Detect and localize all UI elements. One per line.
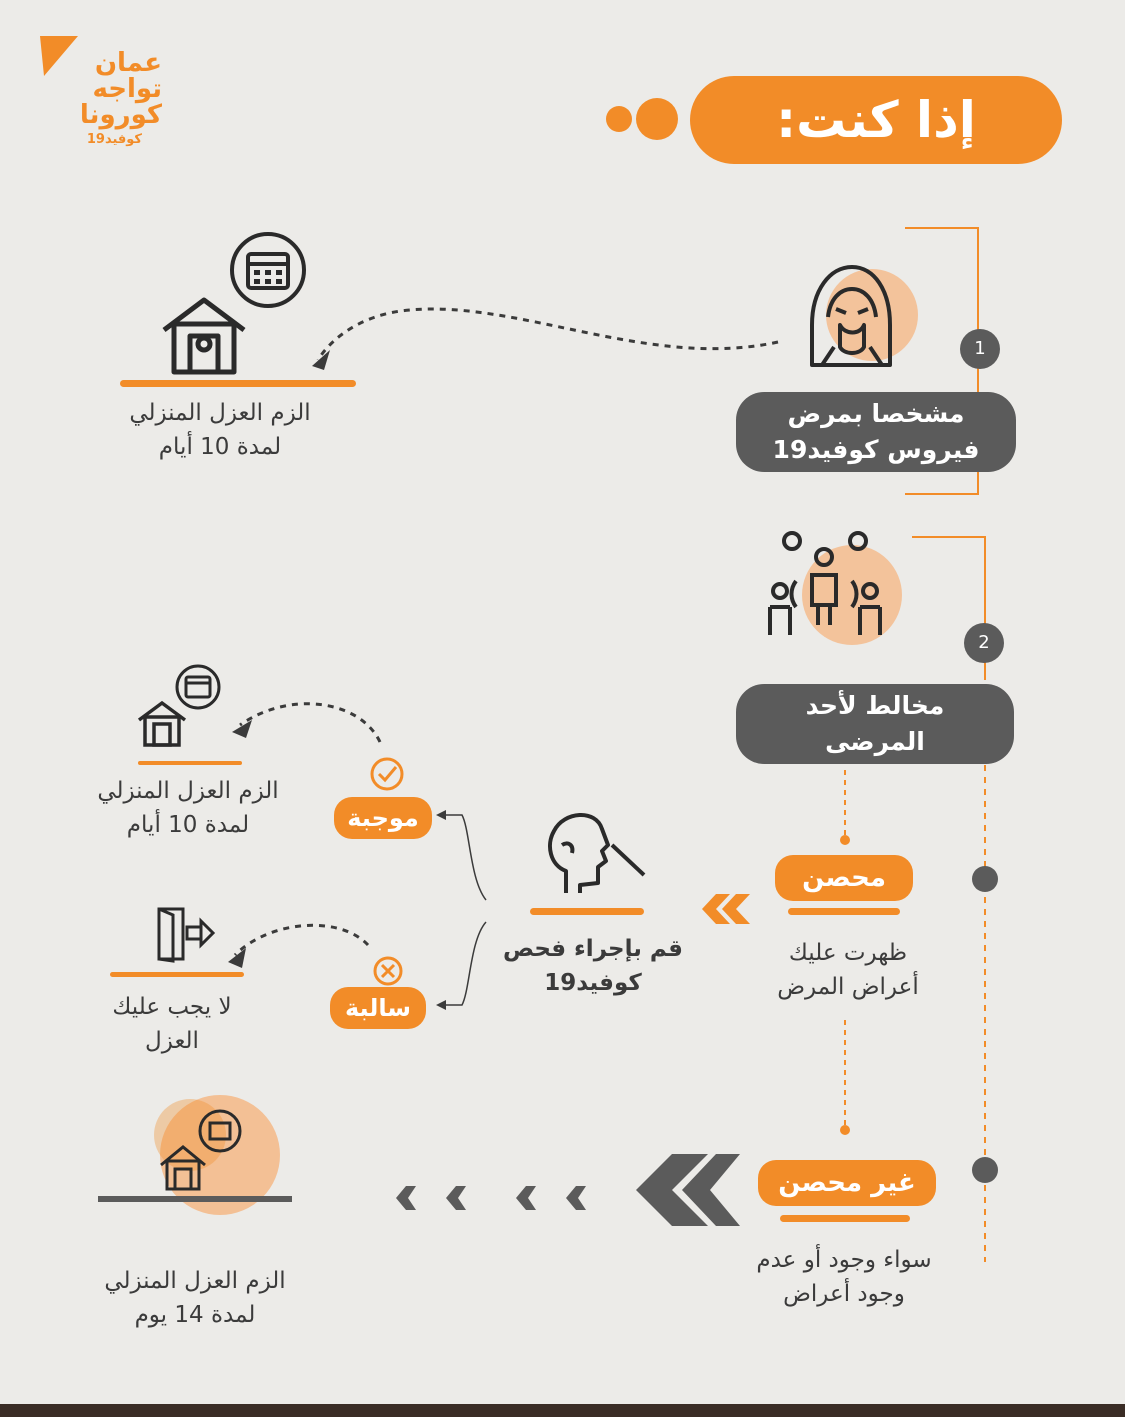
- logo-line2: تواجه: [92, 74, 162, 104]
- step1-result: [100, 396, 340, 464]
- step1-label-line2: فيروس كوفيد19: [772, 435, 980, 464]
- negative-result-line1: لا يجب عليك: [112, 994, 232, 1020]
- unvaccinated-desc-line1: سواء وجود أو عدم: [756, 1247, 932, 1273]
- step1-label: [736, 392, 1016, 472]
- step2-label: [736, 684, 1014, 764]
- negative-result: [92, 990, 252, 1058]
- unvaccinated-result-bar: [98, 1196, 292, 1202]
- step1-result-bar: [120, 380, 356, 387]
- unvaccinated-result: [80, 1264, 310, 1332]
- unvaccinated-result-line2: لمدة 14 يوم: [134, 1302, 256, 1328]
- x-circle-icon: [372, 955, 404, 987]
- contact-people-icon: [760, 525, 905, 650]
- house-icon-small: [136, 700, 188, 748]
- header-dot-large: [636, 98, 678, 140]
- header-dot-small: [606, 106, 632, 132]
- double-chevron-left-icon: [700, 892, 752, 926]
- step2-label-line2: المرضى: [825, 727, 925, 756]
- negative-label: سالبة: [330, 987, 426, 1029]
- logo-line3: كورونا: [79, 100, 162, 130]
- positive-result-bar: [138, 761, 242, 765]
- logo-mark-icon: [40, 36, 80, 80]
- test-line1: قم بإجراء فحص: [503, 936, 683, 962]
- logo-line4: كوفيد19: [86, 132, 142, 147]
- page-title: [690, 76, 1062, 164]
- bottom-strip: [0, 1404, 1125, 1417]
- vaccinated-desc: [748, 936, 948, 1004]
- chevrons-left-icon: [390, 1150, 740, 1230]
- positive-result-line1: الزم العزل المنزلي: [97, 778, 279, 804]
- vaccinated-bar: [788, 908, 900, 915]
- negative-result-line2: العزل: [145, 1028, 199, 1054]
- positive-result-line2: لمدة 10 أيام: [126, 812, 250, 838]
- step2-number: 2: [964, 623, 1004, 663]
- swab-test-icon: [540, 805, 650, 897]
- step1-result-line2: لمدة 10 أيام: [158, 434, 282, 460]
- step1-label-line1: مشخصا بمرض: [787, 399, 965, 428]
- test-bar: [530, 908, 644, 915]
- vaccinated-desc-line2: أعراض المرض: [777, 974, 919, 1000]
- unvaccinated-desc-line2: وجود أعراض: [783, 1281, 905, 1307]
- test-instruction: [488, 932, 698, 1000]
- test-line2: كوفيد19: [544, 970, 642, 996]
- step1-number: 1: [960, 329, 1000, 369]
- house-icon: [160, 296, 248, 376]
- page-title-text: إذا كنت:: [776, 91, 976, 149]
- unvaccinated-bar: [780, 1215, 910, 1222]
- step1-result-line1: الزم العزل المنزلي: [129, 400, 311, 426]
- timeline-dot-unvaccinated: [972, 1157, 998, 1183]
- logo-line1: عمان: [94, 48, 162, 78]
- step2-label-line1: مخالط لأحد: [805, 691, 945, 720]
- exit-door-icon: [155, 905, 217, 963]
- vaccinated-label: محصن: [775, 855, 913, 901]
- vaccinated-desc-line1: ظهرت عليك: [788, 940, 908, 966]
- timeline-dot-vaccinated: [972, 866, 998, 892]
- unvaccinated-result-line1: الزم العزل المنزلي: [104, 1268, 286, 1294]
- positive-label: موجبة: [334, 797, 432, 839]
- unvaccinated-desc: [724, 1243, 964, 1311]
- negative-result-bar: [110, 972, 244, 977]
- sick-person-icon: [800, 255, 925, 375]
- positive-result: [78, 774, 298, 842]
- unvaccinated-label: غير محصن: [758, 1160, 936, 1206]
- logo: [40, 36, 170, 156]
- check-circle-icon: [368, 755, 406, 793]
